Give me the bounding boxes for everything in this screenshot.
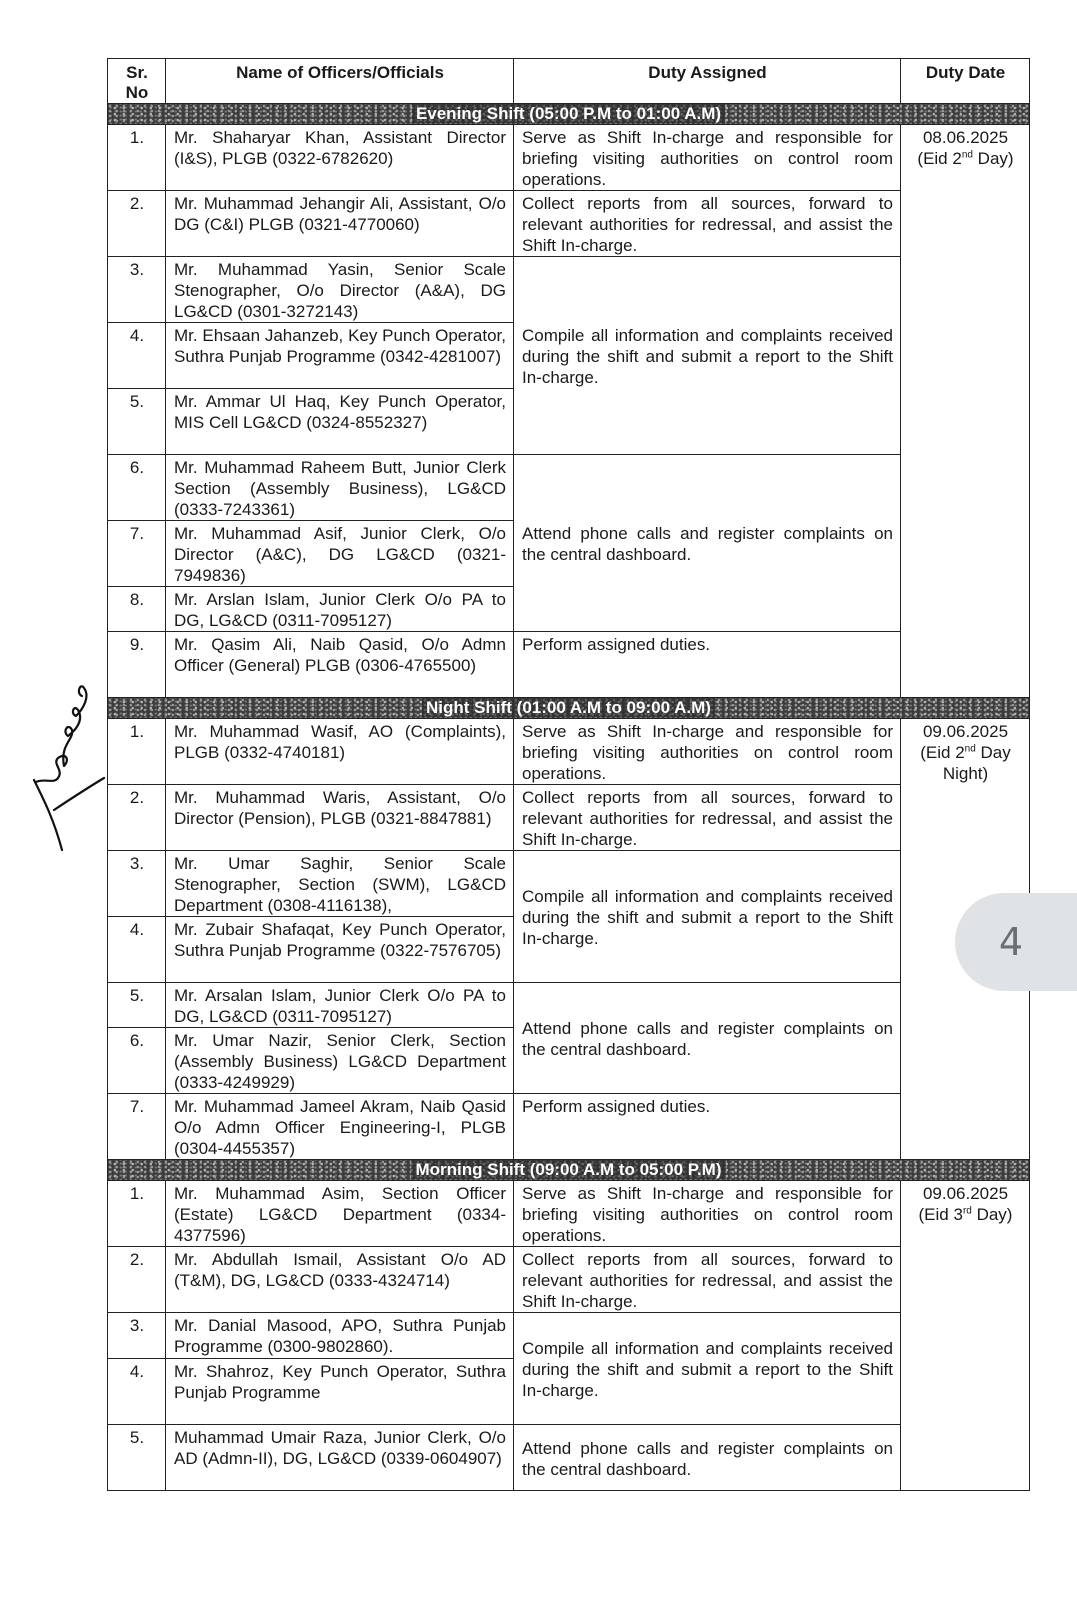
sr-cell: 5. xyxy=(108,1425,166,1491)
name-cell: Mr. Ehsaan Jahanzeb, Key Punch Operator, Suthra Punjab Programme (0342-4281007) xyxy=(166,323,514,389)
sr-cell: 7. xyxy=(108,521,166,587)
sr-cell: 1. xyxy=(108,125,166,191)
name-cell: Mr. Muhammad Yasin, Senior Scale Stenographer, O/o Director (A&A), DG LG&CD (0301-3272143) xyxy=(166,257,514,323)
name-cell: Mr. Umar Saghir, Senior Scale Stenographer, Section (SWM), LG&CD Department (0308-4116138), xyxy=(166,851,514,917)
duty-cell: Compile all information and complaints received during the shift and submit a report to the Shift In-charge. xyxy=(514,851,901,983)
name-cell: Mr. Abdullah Ismail, Assistant O/o AD (T&M), DG, LG&CD (0333-4324714) xyxy=(166,1247,514,1313)
name-cell: Mr. Arslan Islam, Junior Clerk O/o PA to DG, LG&CD (0311-7095127) xyxy=(166,587,514,632)
shift-header-night xyxy=(108,698,1030,719)
sr-cell: 4. xyxy=(108,323,166,389)
page-number-tab[interactable] xyxy=(955,893,1077,991)
sr-cell: 4. xyxy=(108,1359,166,1425)
sr-cell: 7. xyxy=(108,1094,166,1160)
duty-date: 08.06.2025 xyxy=(922,128,1009,147)
header-row xyxy=(108,59,1030,104)
sr-cell: 4. xyxy=(108,917,166,983)
duty-roster-table xyxy=(107,58,1030,1491)
sr-cell: 5. xyxy=(108,983,166,1028)
sr-cell: 2. xyxy=(108,785,166,851)
shift-header-evening xyxy=(108,104,1030,125)
name-cell: Mr. Muhammad Asim, Section Officer (Estate) LG&CD Department (0334-4377596) xyxy=(166,1181,514,1247)
sr-cell: 6. xyxy=(108,455,166,521)
shift-title: Morning Shift (09:00 A.M to 05:00 P.M) xyxy=(411,1160,725,1179)
header-duty: Duty Assigned xyxy=(514,59,901,104)
page-number: 4 xyxy=(998,920,1024,964)
sr-cell: 5. xyxy=(108,389,166,455)
table-row xyxy=(108,851,1030,917)
name-cell: Muhammad Umair Raza, Junior Clerk, O/o AD (Admn-II), DG, LG&CD (0339-0604907) xyxy=(166,1425,514,1491)
duty-cell: Compile all information and complaints received during the shift and submit a report to the Shift In-charge. xyxy=(514,257,901,455)
name-cell: Mr. Muhammad Raheem Butt, Junior Clerk Section (Assembly Business), LG&CD (0333-7243361) xyxy=(166,455,514,521)
sr-cell: 2. xyxy=(108,1247,166,1313)
sr-cell: 8. xyxy=(108,587,166,632)
table-row xyxy=(108,632,1030,698)
name-cell: Mr. Muhammad Jameel Akram, Naib Qasid O/o Admn Officer Engineering-I, PLGB (0304-4455357) xyxy=(166,1094,514,1160)
duty-cell: Collect reports from all sources, forward to relevant authorities for redressal, and assist the Shift In-charge. xyxy=(514,785,901,851)
name-cell: Mr. Muhammad Jehangir Ali, Assistant, O/o DG (C&I) PLGB (0321-4770060) xyxy=(166,191,514,257)
table-row xyxy=(108,257,1030,323)
duty-cell: Serve as Shift In-charge and responsible for briefing visiting authorities on control room operations. xyxy=(514,125,901,191)
duty-cell: Perform assigned duties. xyxy=(514,1094,901,1160)
duty-date-note: (Eid 2nd Day) xyxy=(917,149,1014,168)
header-date: Duty Date xyxy=(901,59,1030,104)
name-cell: Mr. Muhammad Waris, Assistant, O/o Director (Pension), PLGB (0321-8847881) xyxy=(166,785,514,851)
sr-cell: 3. xyxy=(108,851,166,917)
shift-title: Night Shift (01:00 A.M to 09:00 A.M) xyxy=(422,698,715,717)
name-cell: Mr. Shaharyar Khan, Assistant Director (I&S), PLGB (0322-6782620) xyxy=(166,125,514,191)
duty-date: 09.06.2025 xyxy=(922,1184,1009,1203)
sr-cell: 3. xyxy=(108,257,166,323)
duty-cell: Perform assigned duties. xyxy=(514,632,901,698)
name-cell: Mr. Zubair Shafaqat, Key Punch Operator, Suthra Punjab Programme (0322-7576705) xyxy=(166,917,514,983)
header-name: Name of Officers/Officials xyxy=(166,59,514,104)
name-cell: Mr. Umar Nazir, Senior Clerk, Section (Assembly Business) LG&CD Department (0333-4249929) xyxy=(166,1028,514,1094)
duty-cell: Compile all information and complaints received during the shift and submit a report to the Shift In-charge. xyxy=(514,1313,901,1425)
sr-cell: 3. xyxy=(108,1313,166,1359)
name-cell: Mr. Arsalan Islam, Junior Clerk O/o PA to DG, LG&CD (0311-7095127) xyxy=(166,983,514,1028)
shift-title: Evening Shift (05:00 P.M to 01:00 A.M) xyxy=(412,104,725,123)
table-row xyxy=(108,191,1030,257)
duty-cell: Attend phone calls and register complaints on the central dashboard. xyxy=(514,455,901,632)
sr-cell: 1. xyxy=(108,719,166,785)
duty-date-cell xyxy=(901,1181,1030,1491)
table-row xyxy=(108,1425,1030,1491)
sr-cell: 1. xyxy=(108,1181,166,1247)
sr-cell: 2. xyxy=(108,191,166,257)
duty-cell: Serve as Shift In-charge and responsible for briefing visiting authorities on control room operations. xyxy=(514,1181,901,1247)
header-sr: Sr. No xyxy=(108,59,166,104)
name-cell: Mr. Shahroz, Key Punch Operator, Suthra Punjab Programme xyxy=(166,1359,514,1425)
duty-date-note: (Eid 3rd Day) xyxy=(918,1205,1013,1224)
handwritten-signature xyxy=(14,660,114,860)
name-cell: Mr. Muhammad Asif, Junior Clerk, O/o Director (A&C), DG LG&CD (0321-7949836) xyxy=(166,521,514,587)
table-row xyxy=(108,125,1030,191)
table-row xyxy=(108,1181,1030,1247)
name-cell: Mr. Qasim Ali, Naib Qasid, O/o Admn Officer (General) PLGB (0306-4765500) xyxy=(166,632,514,698)
table-row xyxy=(108,1247,1030,1313)
duty-cell: Attend phone calls and register complaints on the central dashboard. xyxy=(514,1425,901,1491)
duty-cell: Collect reports from all sources, forward to relevant authorities for redressal, and assist the Shift In-charge. xyxy=(514,1247,901,1313)
duty-cell: Collect reports from all sources, forward to relevant authorities for redressal, and assist the Shift In-charge. xyxy=(514,191,901,257)
duty-cell: Attend phone calls and register complaints on the central dashboard. xyxy=(514,983,901,1094)
sr-cell: 9. xyxy=(108,632,166,698)
table-row xyxy=(108,785,1030,851)
table-row xyxy=(108,1094,1030,1160)
duty-cell: Serve as Shift In-charge and responsible for briefing visiting authorities on control room operations. xyxy=(514,719,901,785)
table-row xyxy=(108,983,1030,1028)
sr-cell: 6. xyxy=(108,1028,166,1094)
duty-date: 09.06.2025 xyxy=(922,722,1009,741)
duty-date-note: (Eid 2nd Day Night) xyxy=(920,743,1011,783)
name-cell: Mr. Muhammad Wasif, AO (Complaints), PLGB (0332-4740181) xyxy=(166,719,514,785)
table-row xyxy=(108,455,1030,521)
shift-header-morning xyxy=(108,1160,1030,1181)
duty-date-cell xyxy=(901,125,1030,698)
table-row xyxy=(108,719,1030,785)
name-cell: Mr. Danial Masood, APO, Suthra Punjab Programme (0300-9802860). xyxy=(166,1313,514,1359)
name-cell: Mr. Ammar Ul Haq, Key Punch Operator, MIS Cell LG&CD (0324-8552327) xyxy=(166,389,514,455)
table-row xyxy=(108,1313,1030,1359)
